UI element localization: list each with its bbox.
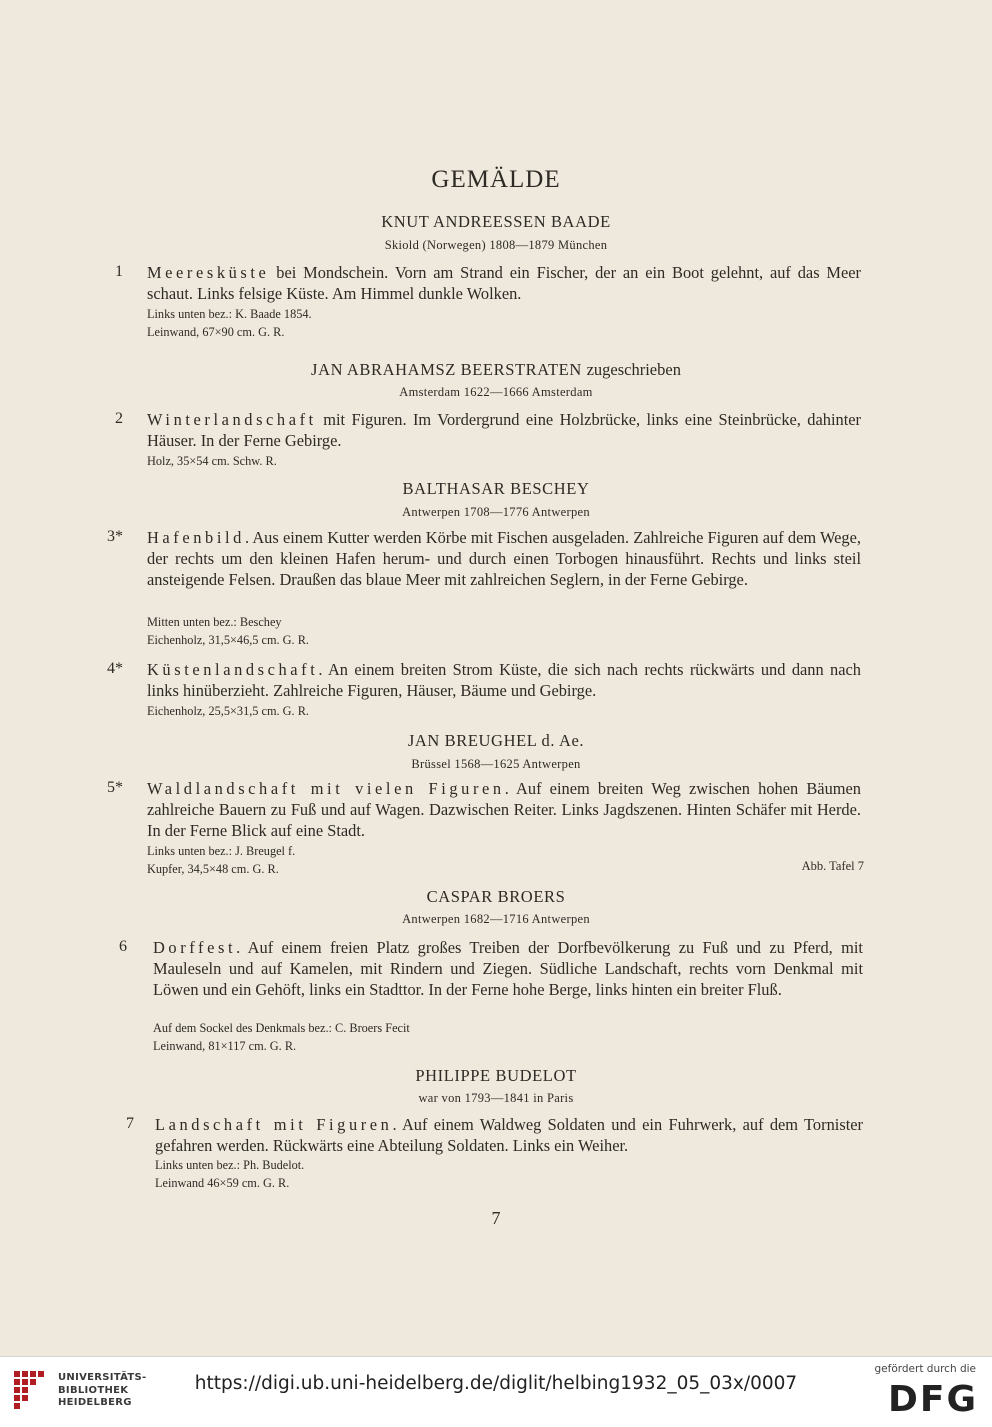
lot-meta: Auf dem Sockel des Denkmals bez.: C. Broers Fecit Leinwand, 81×117 cm. G. R. (153, 1021, 410, 1053)
artist-dates-broers: Antwerpen 1682—1716 Antwerpen (402, 912, 590, 926)
dfg-funding-label: gefördert durch die (874, 1363, 976, 1375)
university-library-name: UNIVERSITÄTS- BIBLIOTHEK HEIDELBERG (58, 1372, 147, 1408)
footer-bar (0, 1356, 992, 1427)
lot-meta: Holz, 35×54 cm. Schw. R. (147, 454, 277, 468)
lot-number: 6 (119, 938, 127, 955)
lot-number: 1 (115, 263, 123, 280)
lot-description: Winterlandschaft mit Figuren. Im Vordergrund eine Holzbrücke, links eine Steinbrücke, dahinter Häuser. In der Ferne Gebirge. (147, 410, 861, 450)
page-title: GEMÄLDE (431, 166, 561, 193)
artist-heading-budelot: PHILIPPE BUDELOT (415, 1066, 577, 1085)
lot-number: 2 (115, 410, 123, 427)
page-number: 7 (491, 1208, 501, 1228)
lot-description: Waldlandschaft mit vielen Figuren. Auf einem breiten Weg zwischen hohen Bäumen zahlreiche Bauern zu Fuß und auf Wagen. Dazwischen Reiter. Links Jagdszenen. Hinten Schäfer mit Herde. In der Ferne Blick auf eine Stadt. (147, 779, 861, 840)
artist-heading-beschey: BALTHASAR BESCHEY (402, 479, 590, 498)
artist-dates-baade: Skiold (Norwegen) 1808—1879 München (384, 238, 608, 252)
lot-meta: Links unten bez.: Ph. Budelot. Leinwand 46×59 cm. G. R. (155, 1158, 305, 1190)
dfg-logo: DFG (887, 1379, 978, 1420)
lot-number: 4* (107, 660, 123, 677)
artist-dates-breughel: Brüssel 1568—1625 Antwerpen (411, 757, 581, 771)
lot-description: Hafenbild. Aus einem Kutter werden Körbe mit Fischen ausgeladen. Zahlreiche Figuren auf dem Wege, der rechts um den kleinen Hafen herum- und durch einen Torbogen hinausführt. Rechts und links steil ansteigende Felsen. Draußen das blaue Meer mit zahlreichen Seglern, in der Ferne Gebirge. (147, 528, 861, 589)
artist-heading-broers: CASPAR BROERS (426, 887, 566, 906)
lot-meta: Links unten bez.: K. Baade 1854. Leinwand, 67×90 cm. G. R. (147, 307, 312, 339)
artist-dates-budelot: war von 1793—1841 in Paris (418, 1091, 574, 1105)
artist-dates-beerstraten: Amsterdam 1622—1666 Amsterdam (399, 385, 593, 399)
lot-number: 5* (107, 779, 123, 796)
artist-dates-beschey: Antwerpen 1708—1776 Antwerpen (402, 505, 590, 519)
lot-description: Dorffest. Auf einem freien Platz großes Treiben der Dorfbevölkerung zu Fuß und zu Pferd, mit Mauleseln und auf Kamelen, mit Rindern und Ziegen. Südliche Landschaft, rechts vorn Denkmal mit Löwen und ein Gehöft, links ein Stadttor. In der Ferne hohe Berge, links hinten ein breiter Fluß. (153, 938, 863, 999)
lot-number: 7 (126, 1115, 134, 1132)
plate-reference: Abb. Tafel 7 (801, 859, 864, 873)
lot-meta: Eichenholz, 25,5×31,5 cm. G. R. (147, 704, 309, 718)
artist-heading-baade: KNUT ANDREESSEN BAADE (381, 212, 611, 231)
artist-heading-breughel: JAN BREUGHEL d. Ae. (407, 731, 585, 750)
lot-meta: Links unten bez.: J. Breugel f. Kupfer, 34,5×48 cm. G. R. (147, 844, 296, 876)
document-url-link[interactable]: https://digi.ub.uni-heidelberg.de/diglit/helbing1932_05_03x/0007 (194, 1373, 798, 1394)
artist-heading-beerstraten: JAN ABRAHAMSZ BEERSTRATEN zugeschrieben (311, 360, 681, 379)
lot-number: 3* (107, 528, 123, 545)
lot-description: Küstenlandschaft. An einem breiten Strom Küste, die sich nach rechts rückwärts und dann nach links hinüberzieht. Zahlreiche Figuren, Häuser, Bäume und Gebirge. (147, 660, 861, 700)
lot-description: Landschaft mit Figuren. Auf einem Waldweg Soldaten und ein Fuhrwerk, auf dem Tornister gefahren werden. Rückwärts eine Abteilung Soldaten. Links ein Weiher. (155, 1115, 863, 1155)
lot-description: Meeresküste bei Mondschein. Vorn am Strand ein Fischer, der an ein Boot gelehnt, auf das Meer schaut. Links felsige Küste. Am Himmel dunkle Wolken. (147, 263, 861, 303)
lot-meta: Mitten unten bez.: Beschey Eichenholz, 31,5×46,5 cm. G. R. (147, 615, 309, 647)
